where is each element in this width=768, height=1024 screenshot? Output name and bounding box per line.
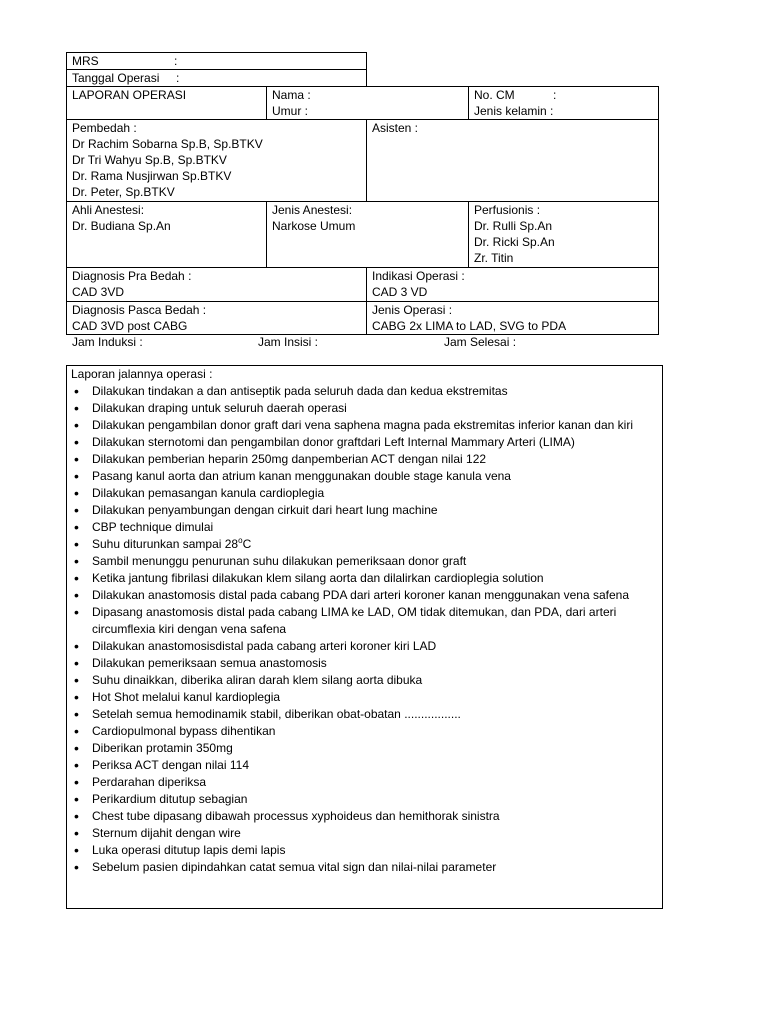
perfusionis-label: Perfusionis : xyxy=(474,203,541,217)
report-step: • Perdarahan diperiksa xyxy=(71,774,658,791)
jenis-anestesi-cell xyxy=(266,201,469,268)
diagnosis-pra-label: Diagnosis Pra Bedah : xyxy=(72,269,192,283)
mrs-row xyxy=(66,52,367,70)
perfusionis-name: Dr. Ricki Sp.An xyxy=(474,235,555,249)
temp-unit: C xyxy=(242,537,252,551)
pembedah-name: Dr Rachim Sobarna Sp.B, Sp.BTKV xyxy=(72,137,263,151)
jenis-anestesi-label: Jenis Anestesi: xyxy=(272,203,353,217)
jenis-operasi-value: CABG 2x LIMA to LAD, SVG to PDA xyxy=(372,319,567,333)
perfusionis-name: Zr. Titin xyxy=(474,251,514,265)
mrs-label: MRS xyxy=(72,54,99,68)
nama-label: Nama : xyxy=(272,88,311,102)
report-step: • Sternum dijahit dengan wire xyxy=(71,825,658,842)
report-step: • Dilakukan sternotomi dan pengambilan donor graftdari Left Internal Mammary Arteri (LIMA) xyxy=(71,434,658,451)
report-step: • Perikardium ditutup sebagian xyxy=(71,791,658,808)
report-step: • Dipasang anastomosis distal pada cabang LIMA ke LAD, OM tidak ditemukan, dan PDA, dari arteri circumflexia kiri dengan vena safena xyxy=(71,604,658,638)
perfusionis-cell xyxy=(468,201,659,268)
diagnosis-pra-cell xyxy=(66,267,367,302)
diagnosis-pra-value: CAD 3VD xyxy=(72,285,125,299)
report-step: • Dilakukan penyambungan dengan cirkuit dari heart lung machine xyxy=(71,502,658,519)
report-step: • Dilakukan anastomosis distal pada cabang PDA dari arteri koroner kanan menggunakan vena safena xyxy=(71,587,658,604)
jam-selesai-label: Jam Selesai : xyxy=(444,335,517,349)
ahli-anestesi-value: Dr. Budiana Sp.An xyxy=(72,219,171,233)
umur-label: Umur : xyxy=(272,104,308,118)
pembedah-label: Pembedah : xyxy=(72,121,137,135)
tanggal-operasi-row xyxy=(66,69,367,87)
report-step: • Hot Shot melalui kanul kardioplegia xyxy=(71,689,658,706)
indikasi-operasi-value: CAD 3 VD xyxy=(372,285,428,299)
report-step-text: Suhu diturunkan sampai 28 xyxy=(92,537,239,551)
laporan-operasi-title: LAPORAN OPERASI xyxy=(72,88,187,102)
diagnosis-pasca-label: Diagnosis Pasca Bedah : xyxy=(72,303,207,317)
no-cm-cell xyxy=(468,86,659,120)
indikasi-operasi-label: Indikasi Operasi : xyxy=(372,269,465,283)
report-step: • Cardiopulmonal bypass dihentikan xyxy=(71,723,658,740)
report-step: • CBP technique dimulai xyxy=(71,519,658,536)
jenis-operasi-cell xyxy=(366,301,659,335)
report-step: • Suhu dinaikkan, diberika aliran darah klem silang aorta dibuka xyxy=(71,672,658,689)
report-steps-list xyxy=(71,383,658,876)
laporan-operasi-cell xyxy=(66,86,267,120)
no-cm-label: No. CM xyxy=(474,88,515,102)
indikasi-operasi-cell xyxy=(366,267,659,302)
nama-umur-cell xyxy=(266,86,469,120)
report-step: • Ketika jantung fibrilasi dilakukan klem silang aorta dan dilalirkan cardioplegia solution xyxy=(71,570,658,587)
pembedah-name: Dr. Rama Nusjirwan Sp.BTKV xyxy=(72,169,232,183)
jenis-anestesi-value: Narkose Umum xyxy=(272,219,356,233)
report-step: • Diberikan protamin 350mg xyxy=(71,740,658,757)
no-cm-colon: : xyxy=(553,88,557,102)
operation-report-box xyxy=(66,365,663,909)
report-step xyxy=(71,536,658,553)
report-step: • Dilakukan tindakan a dan antiseptik pada seluruh dada dan kedua ekstremitas xyxy=(71,383,658,400)
report-step: • Luka operasi ditutup lapis demi lapis xyxy=(71,842,658,859)
pembedah-name: Dr. Peter, Sp.BTKV xyxy=(72,185,175,199)
asisten-cell xyxy=(366,119,659,202)
no-cm-line xyxy=(474,87,653,103)
jenis-operasi-label: Jenis Operasi : xyxy=(372,303,453,317)
report-step: • Dilakukan pengambilan donor graft dari vena saphena magna pada ekstremitas inferior kanan dan kiri xyxy=(71,417,658,434)
report-step: • Pasang kanul aorta dan atrium kanan menggunakan double stage kanula vena xyxy=(71,468,658,485)
report-step: • Sebelum pasien dipindahkan catat semua vital sign dan nilai-nilai parameter xyxy=(71,859,658,876)
report-step: • Periksa ACT dengan nilai 114 xyxy=(71,757,658,774)
report-step: • Dilakukan pemasangan kanula cardioplegia xyxy=(71,485,658,502)
degree-sup: o xyxy=(238,536,243,545)
perfusionis-name: Dr. Rulli Sp.An xyxy=(474,219,553,233)
ahli-anestesi-label: Ahli Anestesi: xyxy=(72,203,145,217)
report-step: • Dilakukan pemberian heparin 250mg danpemberian ACT dengan nilai 122 xyxy=(71,451,658,468)
asisten-label: Asisten : xyxy=(372,121,419,135)
pembedah-name: Dr Tri Wahyu Sp.B, Sp.BTKV xyxy=(72,153,227,167)
ahli-anestesi-cell xyxy=(66,201,267,268)
pembedah-cell xyxy=(66,119,367,202)
tanggal-operasi-label: Tanggal Operasi xyxy=(72,71,160,85)
diagnosis-pasca-value: CAD 3VD post CABG xyxy=(72,319,188,333)
report-step: • Chest tube dipasang dibawah processus xyphoideus dan hemithorak sinistra xyxy=(71,808,658,825)
report-title: Laporan jalannya operasi : xyxy=(71,367,213,381)
jenis-kelamin-label: Jenis kelamin : xyxy=(474,104,554,118)
jam-induksi-label: Jam Induksi : xyxy=(72,335,143,349)
report-step: • Setelah semua hemodinamik stabil, diberikan obat-obatan ................. xyxy=(71,706,658,723)
report-step: • Dilakukan draping untuk seluruh daerah operasi xyxy=(71,400,658,417)
report-step: • Sambil menunggu penurunan suhu dilakukan pemeriksaan donor graft xyxy=(71,553,658,570)
jam-insisi-label: Jam Insisi : xyxy=(258,335,319,349)
report-step: • Dilakukan pemeriksaan semua anastomosis xyxy=(71,655,658,672)
mrs-colon: : xyxy=(174,54,178,68)
tanggal-operasi-colon: : xyxy=(176,71,180,85)
report-step: • Dilakukan anastomosisdistal pada cabang arteri koroner kiri LAD xyxy=(71,638,658,655)
diagnosis-pasca-cell xyxy=(66,301,367,335)
